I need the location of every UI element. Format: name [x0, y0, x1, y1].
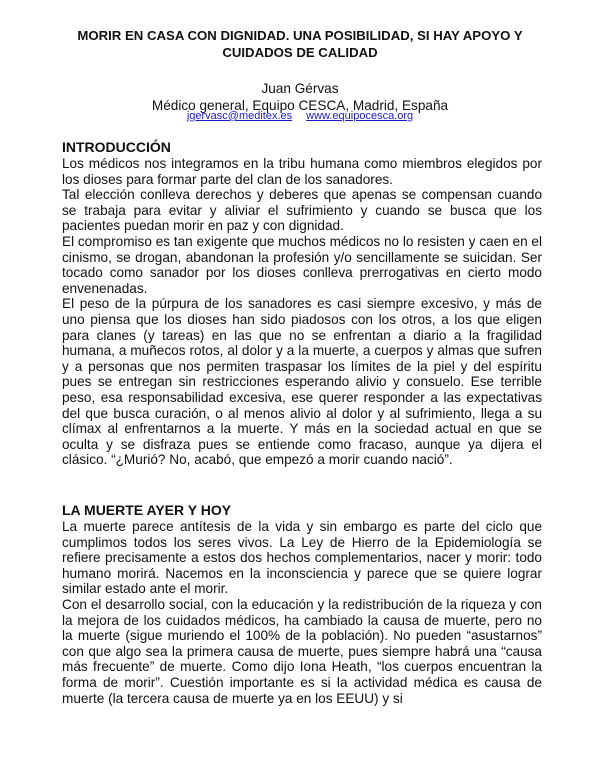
paragraph: La muerte parece antítesis de la vida y sin embargo es parte del ciclo que cumplimos todos los seres vivos. La Ley de Hierro de la Epidemiología se refiere precisamente a estos dos hechos complementarios, nacer y morir: todo humano morirá. Nacemos en la inconsciencia y parece que se quiere lograr similar estado ante el morir. [62, 519, 542, 597]
title-line-1: MORIR EN CASA CON DIGNIDAD. UNA POSIBILIDAD, SI HAY APOYO Y [77, 28, 523, 43]
author-block [60, 80, 540, 114]
section-body-la-muerte [62, 519, 542, 706]
website-link[interactable]: www.equipocesca.org [306, 110, 414, 122]
email-link[interactable]: jgervasc@meditex.es [186, 110, 293, 122]
paragraph: El compromiso es tan exigente que muchos médicos no lo resisten y caen en el cinismo, se drogan, abandonan la profesión y/o sencillamente se suicidan. Ser tocado como sanador por los dioses conlleva prerrogativas en cierto modo envenenadas. [62, 233, 542, 296]
author-affiliation: Médico general, Equipo CESCA, Madrid, España [151, 98, 449, 113]
document-title [60, 27, 540, 61]
paragraph: Tal elección conlleva derechos y deberes que apenas se compensan cuando se trabaja para evitar y aliviar el sufrimiento y cuando se busca que los pacientes puedan morir en paz y con dignidad. [62, 187, 542, 234]
paragraph: Con el desarrollo social, con la educación y la redistribución de la riqueza y con la mejora de los cuidados médicos, ha cambiado la causa de muerte, pero no la muerte (sigue muriendo el 100% de la población). No pueden “asustarnos” con que algo sea la primera causa de muerte, pues siempre habrá una “causa más frecuente” de muerte. Como dijo Iona Heath, “los cuerpos encuentran la forma de morir”. Cuestión importante es si la actividad médica es causa de muerte (la tercera causa de muerte ya en los EEUU) y si [62, 596, 542, 706]
section-heading-introduccion: INTRODUCCIÓN [62, 139, 171, 155]
title-line-2: CUIDADOS DE CALIDAD [222, 45, 378, 60]
paragraph: Los médicos nos integramos en la tribu humana como miembros elegidos por los dioses para formar parte del clan de los sanadores. [62, 156, 542, 187]
contact-links [60, 110, 540, 123]
author-name: Juan Gérvas [261, 81, 339, 96]
paragraph: El peso de la púrpura de los sanadores es casi siempre excesivo, y más de uno piensa que los dioses han sido piadosos con los otros, a los que eligen para clanes (y tareas) en las que no se enfrentan a diario a la fragilidad humana, a muñecos rotos, al dolor y a la muerte, a cuerpos y almas que sufren y a personas que nos permiten traspasar los límites de la piel y del espíritu pues se entregan sin restricciones esperando alivio y consuelo. Ese terrible peso, esa responsabilidad excesiva, ese querer responder a las expectativas del que busca curación, o al menos alivio al dolor y al sufrimiento, llega a su clímax al enfrentarnos a la muerte. Y más en la sociedad actual en que se oculta y se disfraza pues se entiende como fracaso, aunque ya dijera el clásico. “¿Murió? No, acabó, que empezó a morir cuando nació”. [62, 296, 542, 468]
section-heading-la-muerte: LA MUERTE AYER Y HOY [62, 502, 232, 518]
section-body-introduccion [62, 156, 542, 468]
